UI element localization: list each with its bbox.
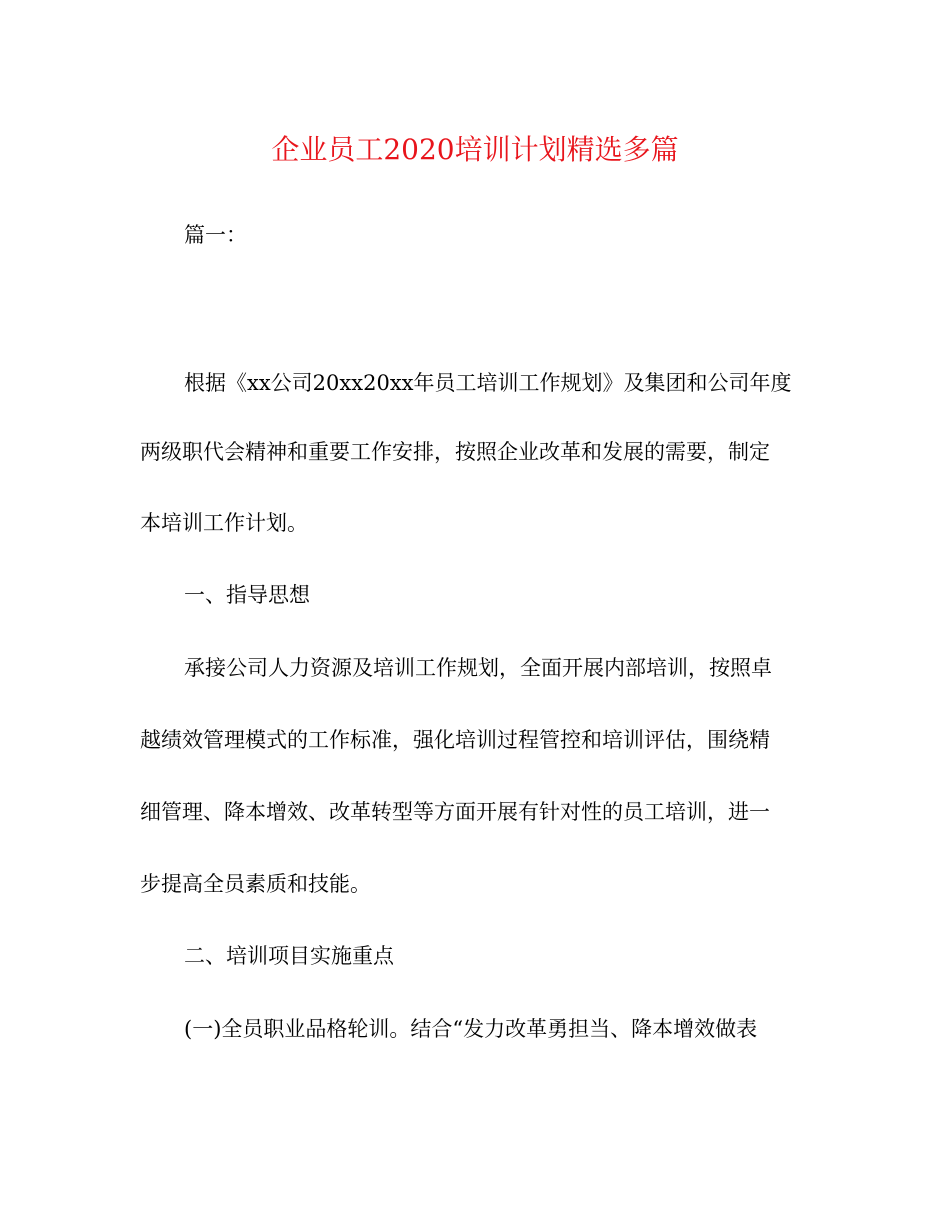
section-heading-part-one: 篇一：: [184, 223, 247, 247]
paragraph-line: 步提高全员素质和技能。: [140, 872, 371, 896]
paragraph-line: 本培训工作计划。: [140, 511, 308, 535]
section-heading-guiding-ideology: 一、指导思想: [184, 583, 310, 607]
paragraph-line: (一)全员职业品格轮训。结合“发力改革勇担当、降本增效做表: [184, 1017, 758, 1041]
paragraph-line: 两级职代会精神和重要工作安排，按照企业改革和发展的需要，制定: [140, 440, 770, 464]
paragraph-line: 根据《xx公司20xx20xx年员工培训工作规划》及集团和公司年度: [184, 371, 792, 395]
section-heading-training-focus: 二、培训项目实施重点: [184, 944, 394, 968]
paragraph-line: 越绩效管理模式的工作标准，强化培训过程管控和培训评估，围绕精: [140, 728, 770, 752]
document-title: 企业员工2020培训计划精选多篇: [271, 133, 679, 166]
paragraph-line: 承接公司人力资源及培训工作规划，全面开展内部培训，按照卓: [184, 656, 772, 680]
paragraph-line: 细管理、降本增效、改革转型等方面开展有针对性的员工培训，进一: [140, 800, 770, 824]
